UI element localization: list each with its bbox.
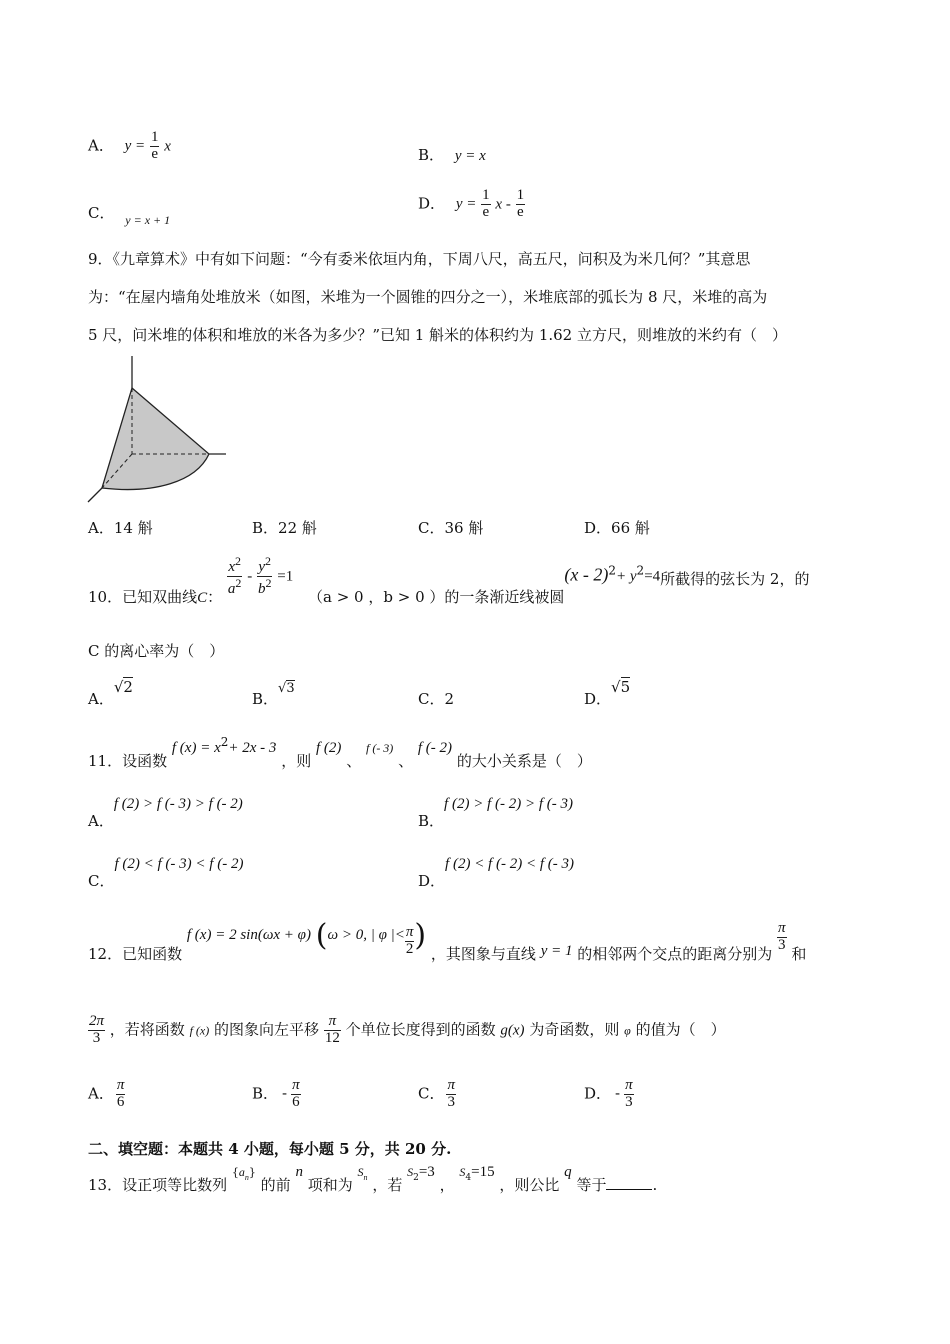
q13-line: 13．设正项等比数列 $\{a_n\}$ 的前 n 项和为 $S_n$ ，若 $S_2=3$ ， $S_4=15$ ，则公比 q 等于 . [88,1164,658,1194]
q8-option-b [418,144,486,165]
function-def: f (x) = x [171,740,221,756]
fraction: $\frac{1}{e}$ [482,187,490,220]
circle-equation-tail: + y [616,568,637,585]
section-title: 二、填空题：本题共 4 小题，每小题 5 分，共 20 分. [88,1140,452,1158]
q11-option-a: A．f (2) > f (- 3) > f (- 2) [88,796,243,830]
sqrt-icon: √ [278,681,287,696]
q10-condition: （a > 0 ，b > 0 ）的一条渐近线被圆 [308,588,565,607]
q12-line-1: 12．已知函数 f (x) = 2 sin(ωx + φ) (ω > 0, | φ |< $\frac{\pi}{2}$ ) ，其图象与直线 y = 1 的相邻两个交点的距离分别为 $\frac{\pi}{3}$ 和 [88,918,807,963]
q9-option-d: D．66 斛 [584,519,650,537]
condition: ω > 0, | φ |< [327,927,405,943]
option-label: C． [88,204,115,222]
f-of-2: f (2) [315,740,342,756]
line-equation: y = 1 [540,943,573,959]
q12-option-a: A． $\frac{\pi}{6}$ [88,1077,125,1110]
q12-option-b: B． - $\frac{\pi}{6}$ [252,1077,300,1110]
q10-option-b: B．√3 [252,681,295,708]
fraction-x2-a2: $\frac{x^2}{a^2}$ [227,554,242,597]
math-expr: x [164,138,171,155]
q12-option-c: C． $\frac{\pi}{3}$ [418,1077,455,1110]
fraction: $\frac{1}{e}$ [516,187,525,220]
q11-option-d: D．f (2) < f (- 2) < f (- 3) [418,856,574,890]
option-label: A． [88,136,114,155]
q10-option-a: A．√2 [88,678,133,708]
fraction-2pi-3: $\frac{2\pi}{3}$ [89,1013,105,1046]
q9-option-b: B．22 斛 [252,519,317,537]
q9-option-a: A．14 斛 [88,519,153,537]
q10-option-c: C．2 [418,690,455,708]
q8-option-c [88,202,171,227]
math-expr: y = [455,196,477,213]
q9-line-2: 为：“在屋内墙角处堆放米（如图，米堆为一个圆锥的四分之一），米堆底部的弧长为 8 尺，米堆的高为 [88,288,768,306]
q12-option-d: D． - $\frac{\pi}{3}$ [584,1077,633,1110]
circle-equation-rhs: =4 [644,568,661,585]
q12-line-2: $\frac{2\pi}{3}$ ，若将函数 f (x) 的图象向左平移 $\frac{\pi}{12}$ 个单位长度得到的函数 g(x) 为奇函数，则 φ 的值为（ ） [89,1013,726,1046]
q9-line-1: 9．《九章算术》中有如下问题：“今有委米依垣内角，下周八尺，高五尺，问积及为米几何？”其意思 [88,250,751,268]
math-expr: y = x + 1 [125,213,171,227]
fraction-pi-3: $\frac{\pi}{3}$ [778,919,786,953]
math-expr: y = x [454,148,486,164]
option-label: B． [418,146,445,164]
sqrt-icon: √ [611,678,621,696]
curve-name: C [197,590,208,607]
equation-rhs: =1 [277,568,294,585]
f-of-neg3: f (- 3) [365,741,394,755]
sequence-term: a [238,1165,245,1179]
f-of-neg2: f (- 2) [417,740,453,756]
q8-option-d [418,188,525,221]
q11-line: 11．设函数 f $(x) = x^2+ 2x - 3$ ，则 f (2) 、 f (- 3) 、 f (- 2) 的大小关系是（ ） [88,735,592,770]
q11-option-c: C．f (2) < f (- 3) < f (- 2) [88,856,244,890]
q10-option-d: D．√5 [584,678,631,708]
q9-option-c: C．36 斛 [418,519,484,537]
q10-line-1: 10．已知双曲线C： $\frac{x^2}{a^2}$ - $\frac{y^2}{b^2}$ =1 （a > 0 ，b > 0 ）的一条渐近线被圆$(x - 2)^2+ y^2=4$所截得的弦长为 2，的 [88,554,810,607]
circle-equation: (x - 2) [564,564,609,585]
q11-option-b: B．f (2) > f (- 2) > f (- 3) [418,796,573,830]
rice-pile-figure [84,352,234,504]
q9-line-3: 5 尺，问米堆的体积和堆放的米各为多少？”已知 1 斛米的体积约为 1.62 立方尺，则堆放的米约有（ ） [88,326,787,344]
fraction-pi-2: $\frac{\pi}{2}$ [405,923,414,957]
q10-line-2: C 的离心率为（ ） [88,642,225,660]
function-def: f (x) = 2 sin(ωx + φ) [186,927,311,943]
fraction-pi-12: $\frac{\pi}{12}$ [324,1013,340,1046]
sqrt-icon: √ [113,678,124,696]
math-expr: y = [124,138,146,155]
math-expr: x - [495,196,511,213]
q10-prefix: 10．已知双曲线 [88,588,198,607]
q10-suffix: 所截得的弦长为 2，的 [660,570,810,589]
answer-blank[interactable] [606,1189,652,1190]
fraction-y2-b2: $\frac{y^2}{b^2}$ [257,554,272,597]
q8-option-a [88,130,171,163]
colon: ： [207,588,223,607]
fraction: $\frac{1}{e}$ [150,129,159,162]
option-label: D． [418,194,446,213]
